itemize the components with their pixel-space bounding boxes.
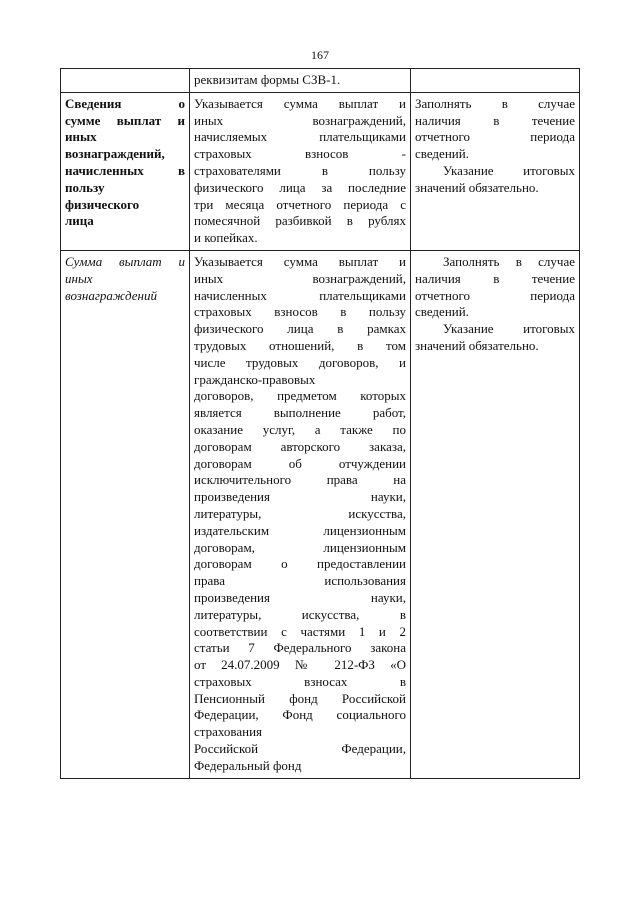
text-line: гражданско-правовых [194,371,316,387]
text-line: от 24.07.2009 № 212-ФЗ «О [194,657,406,673]
table-row [61,250,580,778]
text-block [194,96,406,247]
cell-description [190,250,411,778]
text-line: является выполнение работ, [194,405,406,421]
text-line: договорам авторского заказа, [194,438,406,454]
cell-heading [61,92,190,250]
text-line: сумме выплат и [65,112,185,128]
text-line: иных вознаграждений, [194,270,406,286]
text-line: литературы, искусства, [194,505,406,521]
text-line: помесячной разбивкой в рублях [194,213,406,229]
row-heading [65,96,185,230]
text-line: иных [65,129,97,145]
text-line: вознаграждений [65,287,157,303]
note-totals [415,321,575,355]
document-table [60,68,580,779]
note-fill-rule [415,254,575,321]
text-line: иных вознаграждений, [194,112,406,128]
text-line: реквизитам формы СЗВ-1. [194,72,341,87]
table-row [61,92,580,250]
text-line: Сумма выплат и [65,253,185,269]
text-line: произведения науки, [194,489,406,505]
text-line: наличия в течение [415,112,575,128]
cell-heading [61,69,190,93]
text-line: Пенсионный фонд Российской [194,690,406,706]
text-line: начисленных в [65,162,185,178]
cell-notes [411,69,580,93]
cell-notes [411,92,580,250]
text-line: Указание итоговых [443,162,575,178]
text-line: Указывается сумма выплат и [194,253,406,269]
text-line: издательским лицензионным [194,522,406,538]
text-line: числе трудовых договоров, и [194,354,406,370]
cell-heading [61,250,190,778]
text-line: трудовых отношений, в том [194,337,406,353]
text-line: наличия в течение [415,270,575,286]
text-line: Заполнять в случае [415,95,575,111]
cell-notes [411,250,580,778]
text-line: Сведения о [65,95,185,111]
text-line: Федеральный фонд [194,757,302,773]
text-line: Заполнять в случае [443,253,575,269]
text-line: страхования [194,724,263,740]
text-line: физического [65,196,140,212]
text-line: пользу [65,179,105,195]
text-line: исключительного права на [194,472,406,488]
cell-description [190,92,411,250]
text-block [194,72,406,89]
note-totals [415,163,575,197]
text-line: Указывается сумма выплат и [194,95,406,111]
text-line: Федерации, Фонд социального [194,707,406,723]
row-heading [65,254,185,304]
text-line: и копейках. [194,230,258,246]
text-line: оказание услуг, а также по [194,421,406,437]
text-line: три месяца отчетного периода с [194,196,406,212]
note-fill-rule [415,96,575,163]
cell-description [190,69,411,93]
text-line: страховых взносах в [194,673,406,689]
text-line: сведений. [415,304,469,320]
text-line: права использования [194,573,406,589]
text-line: иных [65,270,93,286]
text-line: начисленных плательщиками [194,287,406,303]
text-line: литературы, искусства, в [194,606,406,622]
text-line: страховых взносов в пользу [194,304,406,320]
text-line: договорам об отчуждении [194,455,406,471]
text-line: Указание итоговых [443,321,575,337]
text-line: физического лица в рамках [194,321,406,337]
page-number: 167 [311,48,329,62]
text-line: значений обязательно. [415,179,539,195]
text-line: произведения науки, [194,589,406,605]
text-line: страховых взносов - [194,146,406,162]
text-line: договорам, лицензионным [194,539,406,555]
text-line: отчетного периода [415,129,575,145]
text-line: страхователями в пользу [194,162,406,178]
text-line: статьи 7 Федерального закона [194,640,406,656]
table-row [61,69,580,93]
text-line: соответствии с частями 1 и 2 [194,623,406,639]
text-line: сведений. [415,146,469,162]
text-line: договоров, предметом которых [194,388,406,404]
text-line: начисляемых плательщиками [194,129,406,145]
text-line: договорам о предоставлении [194,556,406,572]
text-line: вознаграждений, [65,146,165,162]
text-line: лица [65,213,94,229]
text-line: значений обязательно. [415,337,539,353]
text-line: физического лица за последние [194,179,406,195]
text-line: отчетного периода [415,287,575,303]
text-line: Российской Федерации, [194,741,406,757]
text-block [194,254,406,775]
